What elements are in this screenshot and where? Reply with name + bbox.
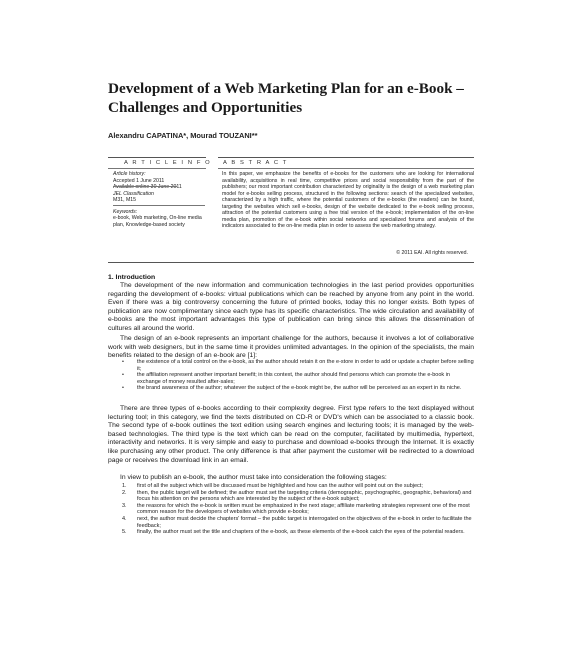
list-item: 5. finally, the author must set the title and chapters of the e-book, as these elements of the e-book catch the eyes of the potential readers. <box>122 529 465 536</box>
list-item: • the affiliation represent another important benefit; in this context, the author should find persons which can promote the e-book in exchange of money resulted after-sales; <box>122 372 450 385</box>
keywords-rule <box>113 205 205 206</box>
accepted-date: Accepted 1 June 2011 <box>113 177 165 184</box>
abstract-header-rule <box>218 168 474 169</box>
keywords: e-book, Web marketing, On-line media plan, Knowledge-based society <box>113 215 202 228</box>
list-item: 3. the reasons for which the e-book is written must be emphasized in the next stage; affiliate marketing strategies represent one of the most common reason for the developers of websites which provide e-books; <box>122 502 470 516</box>
list-item: • the existence of a total control on the e-book, as the author should retain it on the e-store in order to add or update a chapter before selling it; <box>122 359 474 372</box>
authors: Alexandru CAPATINA*, Mourad TOUZANI** <box>108 131 258 140</box>
abstract-top-rule <box>218 157 474 158</box>
intro-paragraph-4: In view to publish an e-book, the author must take into consideration the following stages: <box>120 474 387 481</box>
article-info-block <box>113 171 205 228</box>
stages-list <box>108 483 474 536</box>
abstract-header: A B S T R A C T <box>223 160 288 166</box>
available-date: Available online 30 June 2011 <box>113 184 182 190</box>
title-line-2: Challenges and Opportunities <box>108 99 303 116</box>
jel-codes: M31, M15 <box>113 197 137 203</box>
abstract-text: In this paper, we emphasize the benefits of e-books for the customers who are looking for international availability, acquisitions in real time, competitive prices and social responsibility from the part of the publishers; our most important contribution characterized by originality is the design of a web marketing plan model for e-books selling process, structured in the following sections: search of the specialized websites, characterized by a high traffic, where the potential customers of the e-books (the readers) can be found, targeting the websites which sell e-books, design of the website dedicated to the e-book selling process, attraction of the potential customers using a free trial version of the e-book; implementation of the on-line media plan, promotion of the e-book within social networks and specialized forums and analysis of the indicators associated to the on-line media plan in order to assess the web marketing strategy. <box>222 171 474 229</box>
history-label: Article history: <box>113 171 146 177</box>
intro-paragraph-1: The development of the new information and communication technologies in the last period provides opportunities regarding the development of e-books: virtual publications which can be reached by anyone from any point in the world. Even if there was a big controversy concerning the future of printed books, today this no longer exists. Both types of publication are now complimentary since each type has its specific characteristics. The wide circulation and availability of e-books are the most important advantages this type of publication can bring since this allows the dissemination of cultures all around the world. <box>108 282 474 332</box>
keywords-label: Keywords: <box>113 208 138 215</box>
history-rule <box>113 186 177 187</box>
list-item: 4. next, the author must decide the chapters' format – the public target is interrogated on the objectives of the e-book in order to facilitate the feedback; <box>122 515 472 529</box>
list-item: 1. first of all the subject which will be discussed must be highlighted and how can the author will point out on the subject; <box>122 483 423 489</box>
list-item: 2. then, the public target will be defined; the author must set the targeting criteria (demographic, psychographic, geographic, behavioral) and focus his attention on the persons which are interested by the subject of the e-book subject; <box>122 489 472 503</box>
abstract-bottom-rule <box>108 262 474 263</box>
paper-title <box>108 79 488 117</box>
intro-paragraph-3: There are three types of e-books according to their complexity degree. First type refers to the text displayed without lecturing tool; in this category, we find the texts distributed on CD-R or DVD's which can be associated to a classic book. The second type of e-book outlines the text edition using search engines and lecturing tools; it is managed by the web-based technologies. The third type is the text which can be read on the computer, facilitated by multimedia, hypertext, interactivity and networks. It is very simple and easy to purchase and download e-books through the Internet. It is exactly like purchasing any other product. The only difference is that after payment the customer will be redirected to a download page or receives the download link in an email. <box>108 405 474 464</box>
benefits-list <box>108 359 474 392</box>
jel-label: JEL Classification <box>113 190 154 197</box>
article-info-top-rule <box>108 157 206 158</box>
copyright: © 2011 EAI. All rights reserved. <box>396 250 468 256</box>
section-heading-introduction: 1. Introduction <box>108 274 156 281</box>
article-info-header: A R T I C L E I N F O <box>124 160 212 166</box>
title-line-1: Development of a Web Marketing Plan for an e-Book – <box>108 80 464 97</box>
article-info-header-rule <box>108 168 206 169</box>
intro-paragraph-2: The design of an e-book represents an important challenge for the authors, because it involves a lot of collaborative work with web designers, but in the same time it provides unlimited advantages. In the opinion of the specialists, the main benefits related to the design of an e-book are [1]: <box>108 335 474 360</box>
list-item: • the brand awareness of the author; whatever the subject of the e-book might be, the author will be perceived as an expert in its niche. <box>122 385 462 392</box>
